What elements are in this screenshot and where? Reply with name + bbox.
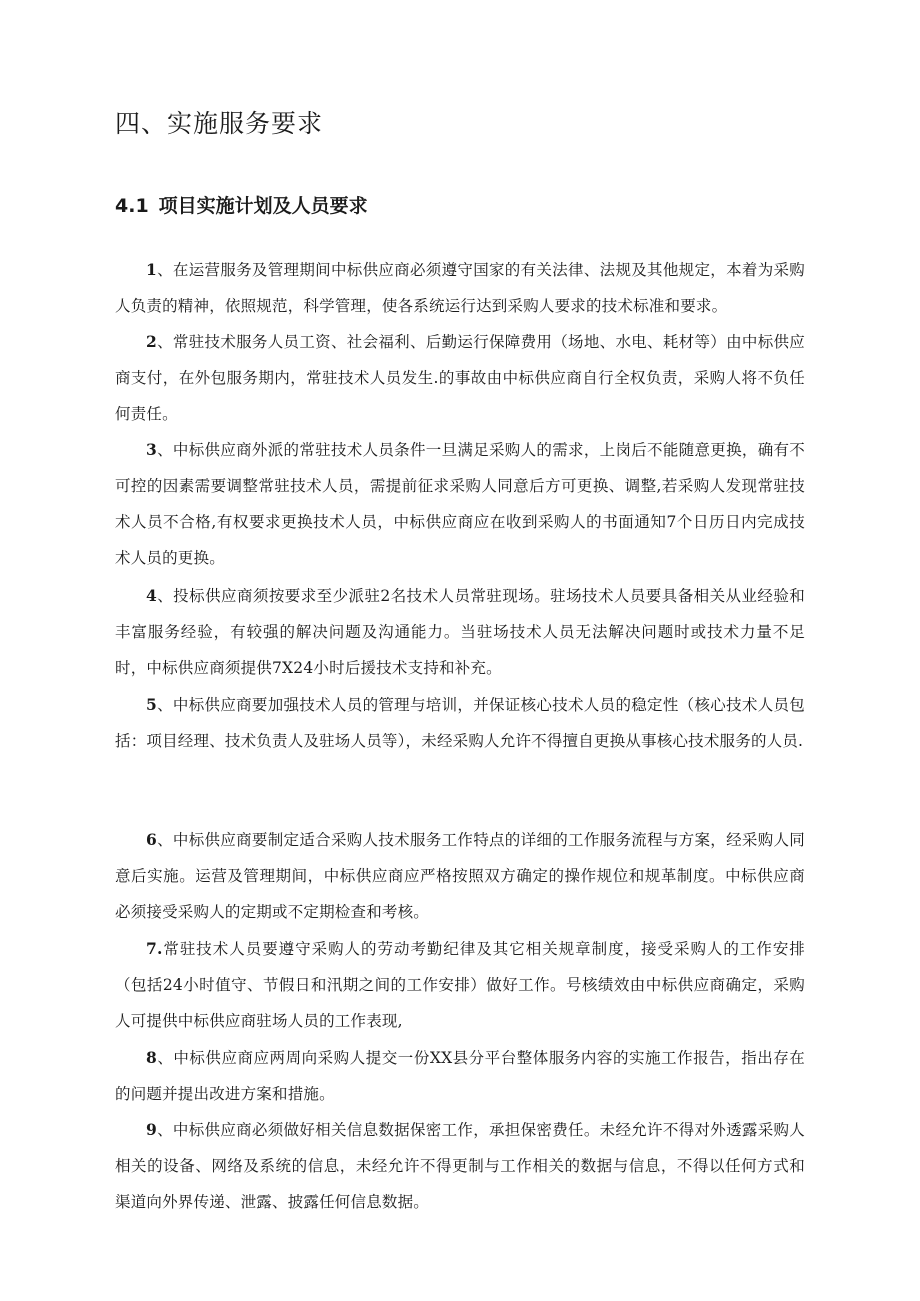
paragraph-number: 8 [146, 1048, 157, 1067]
paragraph-2 [115, 324, 805, 432]
paragraph-text: 、中标供应商要加强技术人员的管理与培训，并保证核心技术人员的稳定性（核心技术人员包括：项目经理、技术负责人及驻场人员等），未经采购人允许不得擅自更换从事核心技术服务的人员. [115, 696, 805, 750]
paragraph-4 [115, 578, 805, 686]
paragraph-number: 2 [146, 332, 157, 351]
paragraph-text: 、在运营服务及管理期间中标供应商必须遵守国家的有关法律、法规及其他规定，本着为采购人负责的精神，依照规范，科学管理，使各系统运行达到采购人要求的技术标准和要求。 [115, 261, 805, 315]
section-heading [115, 191, 368, 218]
paragraph-7 [115, 931, 805, 1039]
paragraph-8 [115, 1040, 805, 1112]
paragraph-1 [115, 252, 805, 324]
paragraph-text: 常驻技术人员要遵守采购人的劳动考勤纪律及其它相关规章制度，接受采购人的工作安排（包括24小时值守、节假日和汛期之间的工作安排）做好工作。号核绩效由中标供应商确定，采购人可提供中标供应商驻场人员的工作表现, [115, 940, 805, 1030]
paragraph-6 [115, 822, 805, 930]
paragraph-number: 7. [146, 939, 163, 958]
paragraph-number: 1 [146, 260, 157, 279]
paragraph-text: 、中标供应商要制定适合采购人技术服务工作特点的详细的工作服务流程与方案，经采购人同意后实施。运营及管理期间，中标供应商应严格按照双方确定的操作规位和规革制度。中标供应商必须接受采购人的定期或不定期检查和考核。 [115, 831, 805, 921]
paragraph-9 [115, 1112, 805, 1220]
paragraph-text: 、常驻技术服务人员工资、社会福利、后勤运行保障费用（场地、水电、耗材等）由中标供应商支付，在外包服务期内，常驻技术人员发生.的事故由中标供应商自行全权负责，采购人将不负任何责任。 [115, 333, 805, 423]
paragraph-text: 、中标供应商外派的常驻技术人员条件一旦满足采购人的需求，上岗后不能随意更换，确有不可控的因素需要调整常驻技术人员，需提前征求采购人同意后方可更换、调整,若采购人发现常驻技术人员不合格,有权要求更换技术人员，中标供应商应在收到采购人的书面通知7个日历日内完成技术人员的更换。 [115, 441, 805, 567]
paragraph-5 [115, 687, 805, 759]
paragraph-number: 9 [146, 1120, 157, 1139]
paragraph-text: 、中标供应商必须做好相关信息数据保密工作，承担保密费任。未经允许不得对外透露采购人相关的设备、网络及系统的信息，未经允许不得更制与工作相关的数据与信息，不得以任何方式和渠道向外界传递、泄露、披露任何信息数据。 [115, 1121, 805, 1211]
paragraph-text: 、中标供应商应两周向采购人提交一份XX县分平台整体服务内容的实施工作报告，指出存在的问题并提出改进方案和措施。 [115, 1049, 805, 1103]
paragraph-number: 5 [146, 695, 157, 714]
paragraph-number: 4 [146, 586, 157, 605]
section-number: 4.1 [115, 195, 149, 217]
paragraph-number: 6 [146, 830, 157, 849]
paragraph-number: 3 [146, 440, 157, 459]
chapter-title: 四、实施服务要求 [115, 109, 324, 138]
paragraph-3 [115, 432, 805, 576]
paragraph-text: 、投标供应商须按要求至少派驻2名技术人员常驻现场。驻场技术人员要具备相关从业经验和丰富服务经验，有较强的解决问题及沟通能力。当驻场技术人员无法解决问题时或技术力量不足时，中标供应商须提供7X24小时后援技术支持和补充。 [115, 587, 805, 677]
section-title: 项目实施计划及人员要求 [158, 195, 368, 217]
